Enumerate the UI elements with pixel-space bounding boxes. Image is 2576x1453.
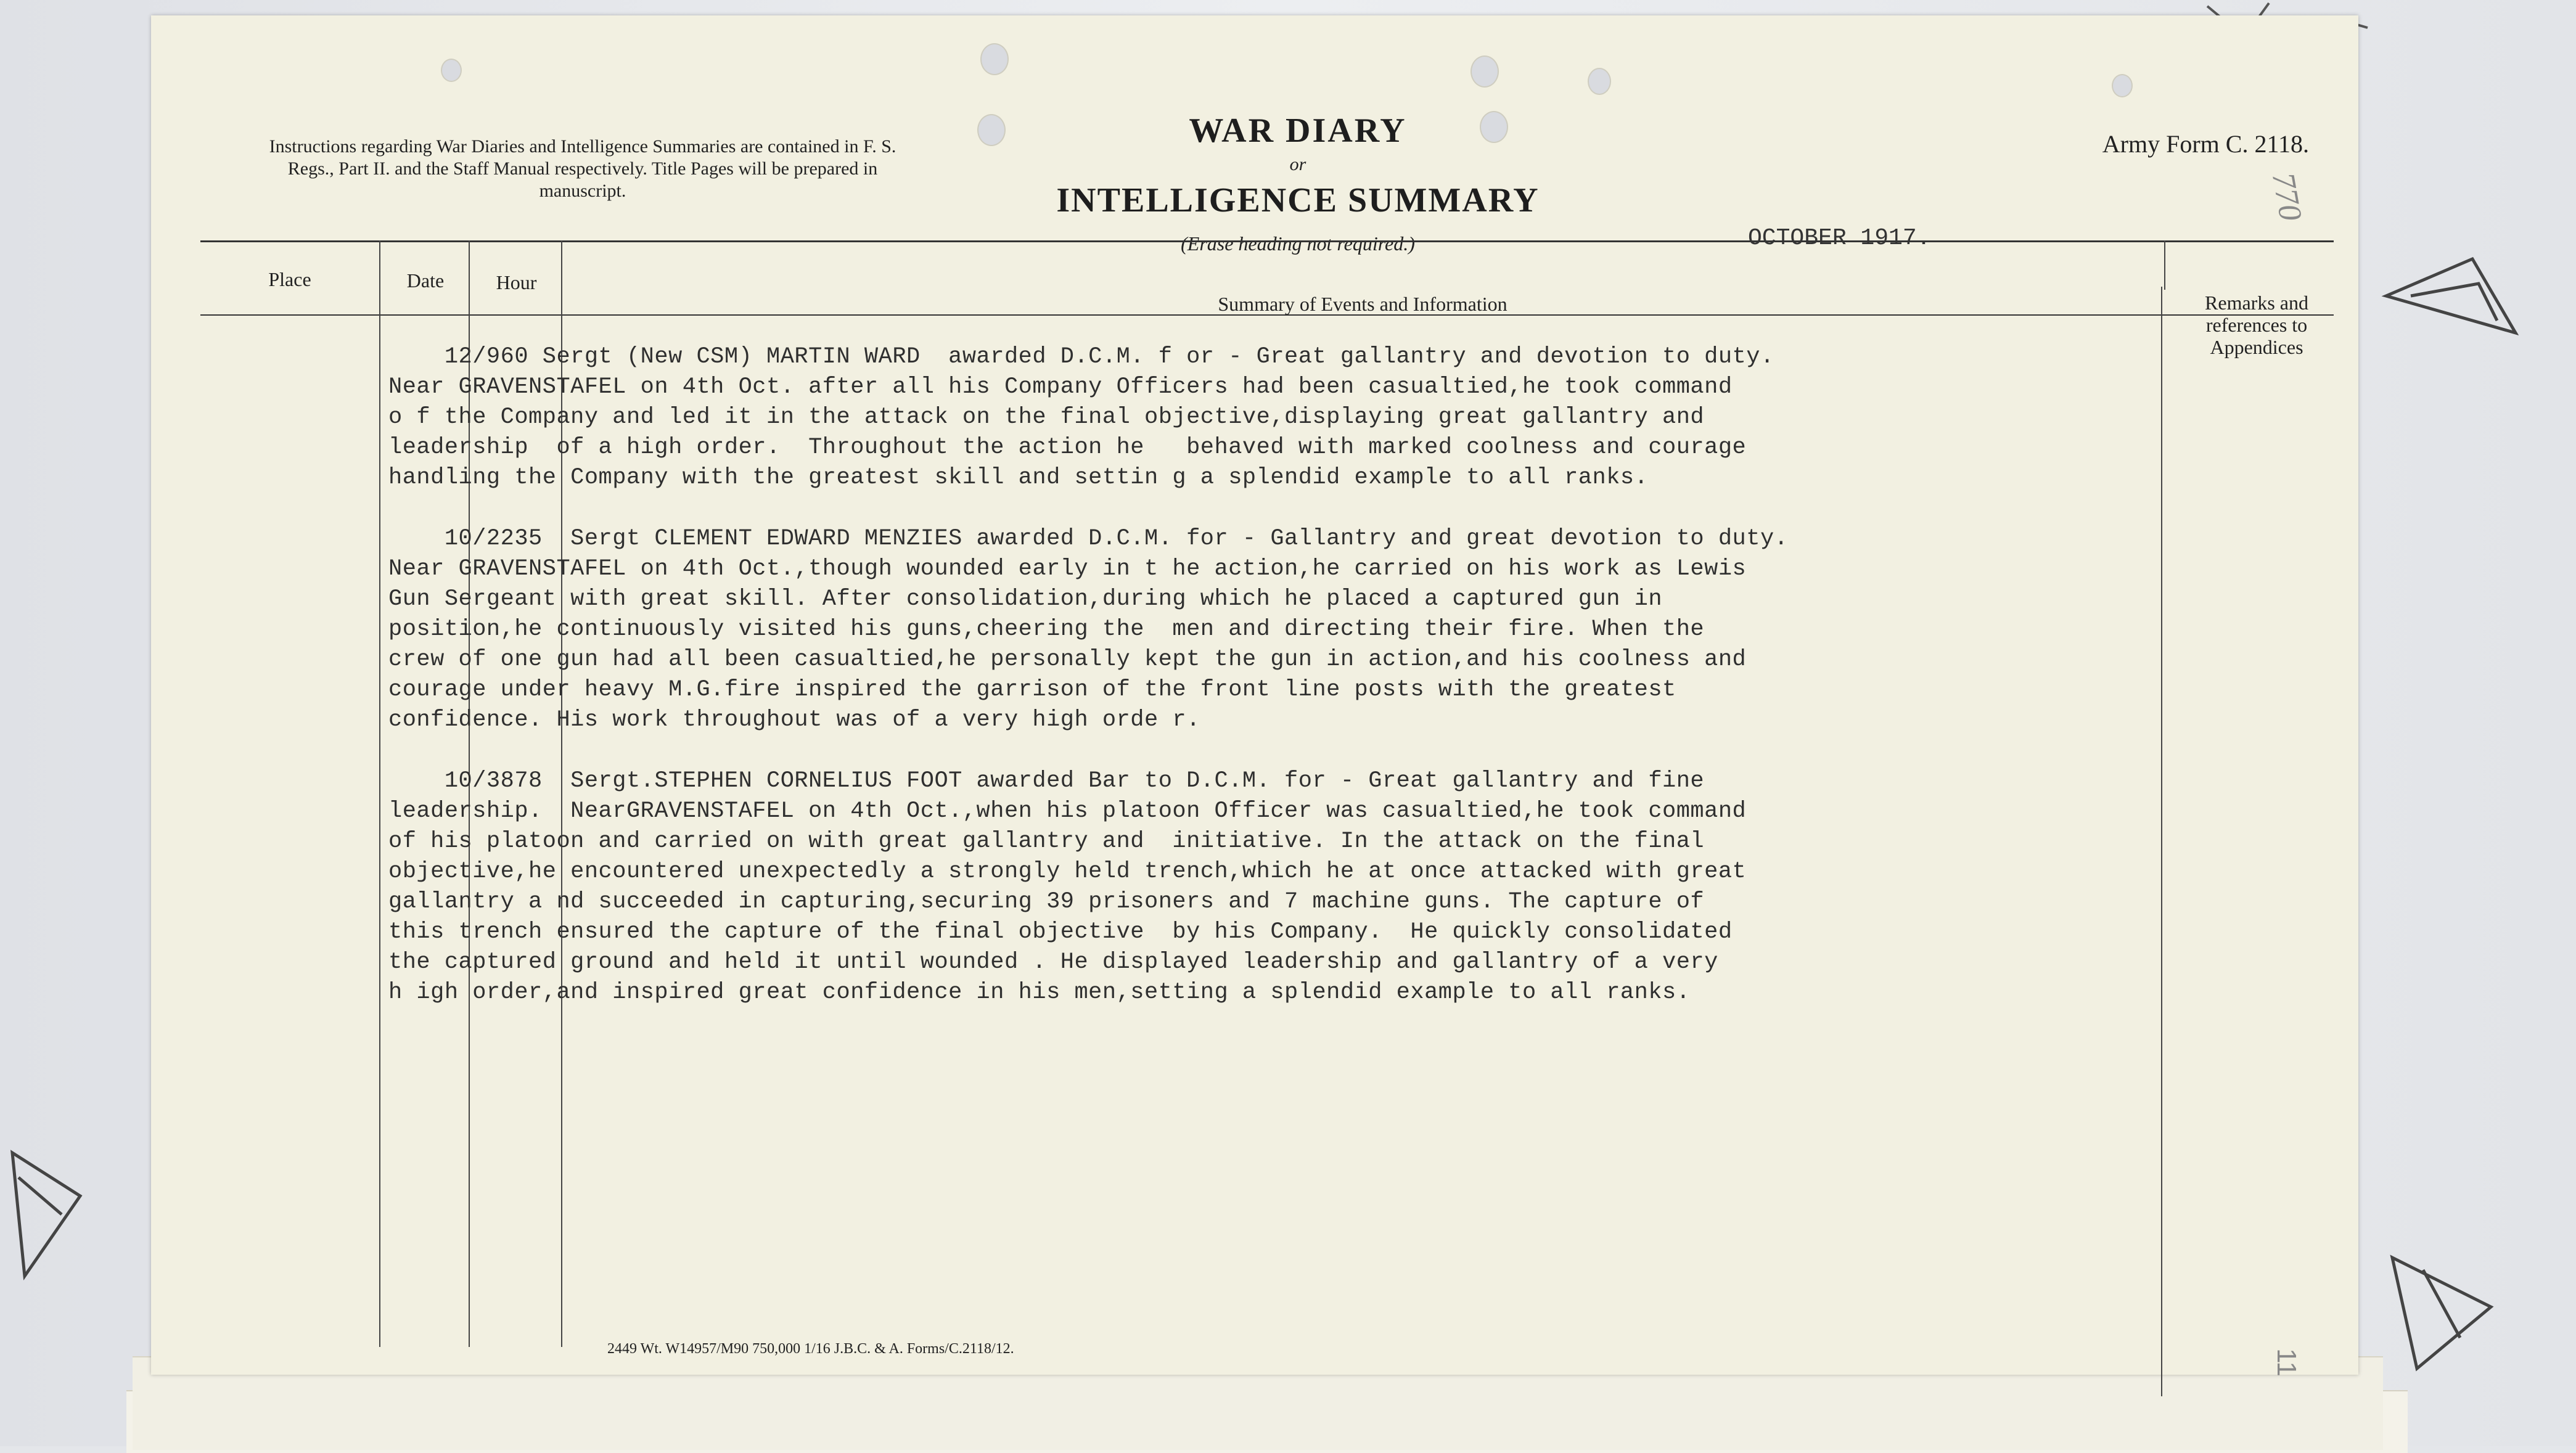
- entry-line: 10/2235 Sergt CLEMENT EDWARD MENZIES awarded D.C.M. for - Gallantry and great devotion to duty.: [388, 526, 1789, 552]
- entry-line: Near GRAVENSTAFEL on 4th Oct. after all his Company Officers had been casualtied,he took command: [388, 374, 1733, 400]
- title-war-diary: WAR DIARY: [1189, 112, 1407, 150]
- column-divider: [379, 240, 380, 1347]
- column-divider: [2164, 240, 2165, 290]
- remarks-header-line: Appendices: [2210, 336, 2303, 358]
- punch-hole: [441, 59, 462, 82]
- column-header-remarks: [2164, 292, 2349, 358]
- pencil-sketch-right: [2374, 234, 2534, 358]
- entry-line: of his platoon and carried on with great gallantry and initiative. In the attack on the final: [388, 829, 1705, 854]
- column-header-hour: Hour: [496, 271, 537, 293]
- entry-line: crew of one gun had all been casualtied,he personally kept the gun in action,and his coolness and: [388, 647, 1747, 673]
- entry-line: h igh order,and inspired great confidence in his men,setting a splendid example to all ranks.: [388, 980, 1691, 1005]
- punch-hole: [1588, 68, 1611, 95]
- pencil-sketch-left: [0, 1140, 123, 1295]
- entry-line: leadership of a high order. Throughout the action he behaved with marked coolness and courage: [388, 435, 1747, 460]
- entry-line: 10/3878 Sergt.STEPHEN CORNELIUS FOOT awarded Bar to D.C.M. for - Great gallantry and fine: [388, 768, 1705, 794]
- award-entry: [388, 342, 2164, 493]
- entry-line: confidence. His work throughout was of a very high orde r.: [388, 707, 1200, 733]
- pencil-folio-number: 770: [2265, 170, 2308, 224]
- instructions-note: Instructions regarding War Diaries and Intelligence Summaries are contained in F. S. Regs., Part II. and the Staff Manual respectively. Title Pages will be prepared in manuscript.: [269, 136, 896, 201]
- entry-line: Gun Sergeant with great skill. After consolidation,during which he placed a captured gun in: [388, 586, 1663, 612]
- remarks-header-line: Remarks and: [2205, 292, 2308, 314]
- army-form-number: Army Form C. 2118.: [2102, 130, 2309, 158]
- title-intelligence-summary: INTELLIGENCE SUMMARY: [1056, 181, 1540, 219]
- punch-hole: [977, 114, 1006, 146]
- punch-hole: [980, 43, 1009, 75]
- column-header-summary: Summary of Events and Information: [1218, 293, 1507, 315]
- entry-line: the captured ground and held it until wounded . He displayed leadership and gallantry of a very: [388, 949, 1718, 975]
- award-entry: [388, 766, 2164, 1008]
- erase-heading-note: (Erase heading not required.): [1181, 232, 1415, 255]
- print-code-footer: 2449 Wt. W14957/M90 750,000 1/16 J.B.C. & A. Forms/C.2118/12.: [607, 1341, 1014, 1357]
- page-number: 11: [2271, 1348, 2302, 1377]
- remarks-header-line: references to: [2205, 314, 2308, 336]
- title-or: or: [1289, 154, 1306, 174]
- entry-line: objective,he encountered unexpectedly a strongly held trench,which he at once attacked with great: [388, 859, 1747, 885]
- entry-line: 12/960 Sergt (New CSM) MARTIN WARD awarded D.C.M. f or - Great gallantry and devotion to duty.: [388, 344, 1774, 370]
- entry-line: o f the Company and led it in the attack on the final objective,displaying great gallantry and: [388, 404, 1705, 430]
- entry-line: courage under heavy M.G.fire inspired the garrison of the front line posts with the greatest: [388, 677, 1676, 703]
- award-entry: [388, 524, 2164, 735]
- summary-entries: [388, 342, 2164, 1039]
- pencil-sketch-bottom-right: [2368, 1233, 2528, 1387]
- entry-line: position,he continuously visited his guns,cheering the men and directing their fire. When the: [388, 616, 1705, 642]
- punch-hole: [2112, 74, 2133, 97]
- date-stamp: OCTOBER 1917.: [1748, 225, 1931, 252]
- column-header-place: Place: [268, 268, 311, 290]
- entry-line: handling the Company with the greatest skill and settin g a splendid example to all ranks.: [388, 465, 1649, 491]
- entry-line: this trench ensured the capture of the final objective by his Company. He quickly consolidated: [388, 919, 1733, 945]
- punch-hole: [1471, 55, 1499, 88]
- table-top-rule: [200, 240, 2334, 242]
- column-header-date: Date: [406, 269, 445, 292]
- entry-line: Near GRAVENSTAFEL on 4th Oct.,though wounded early in t he action,he carried on his work as Lewis: [388, 556, 1747, 582]
- entry-line: leadership. NearGRAVENSTAFEL on 4th Oct.,when his platoon Officer was casualtied,he took command: [388, 798, 1747, 824]
- entry-line: gallantry a nd succeeded in capturing,securing 39 prisoners and 7 machine guns. The capture of: [388, 889, 1705, 915]
